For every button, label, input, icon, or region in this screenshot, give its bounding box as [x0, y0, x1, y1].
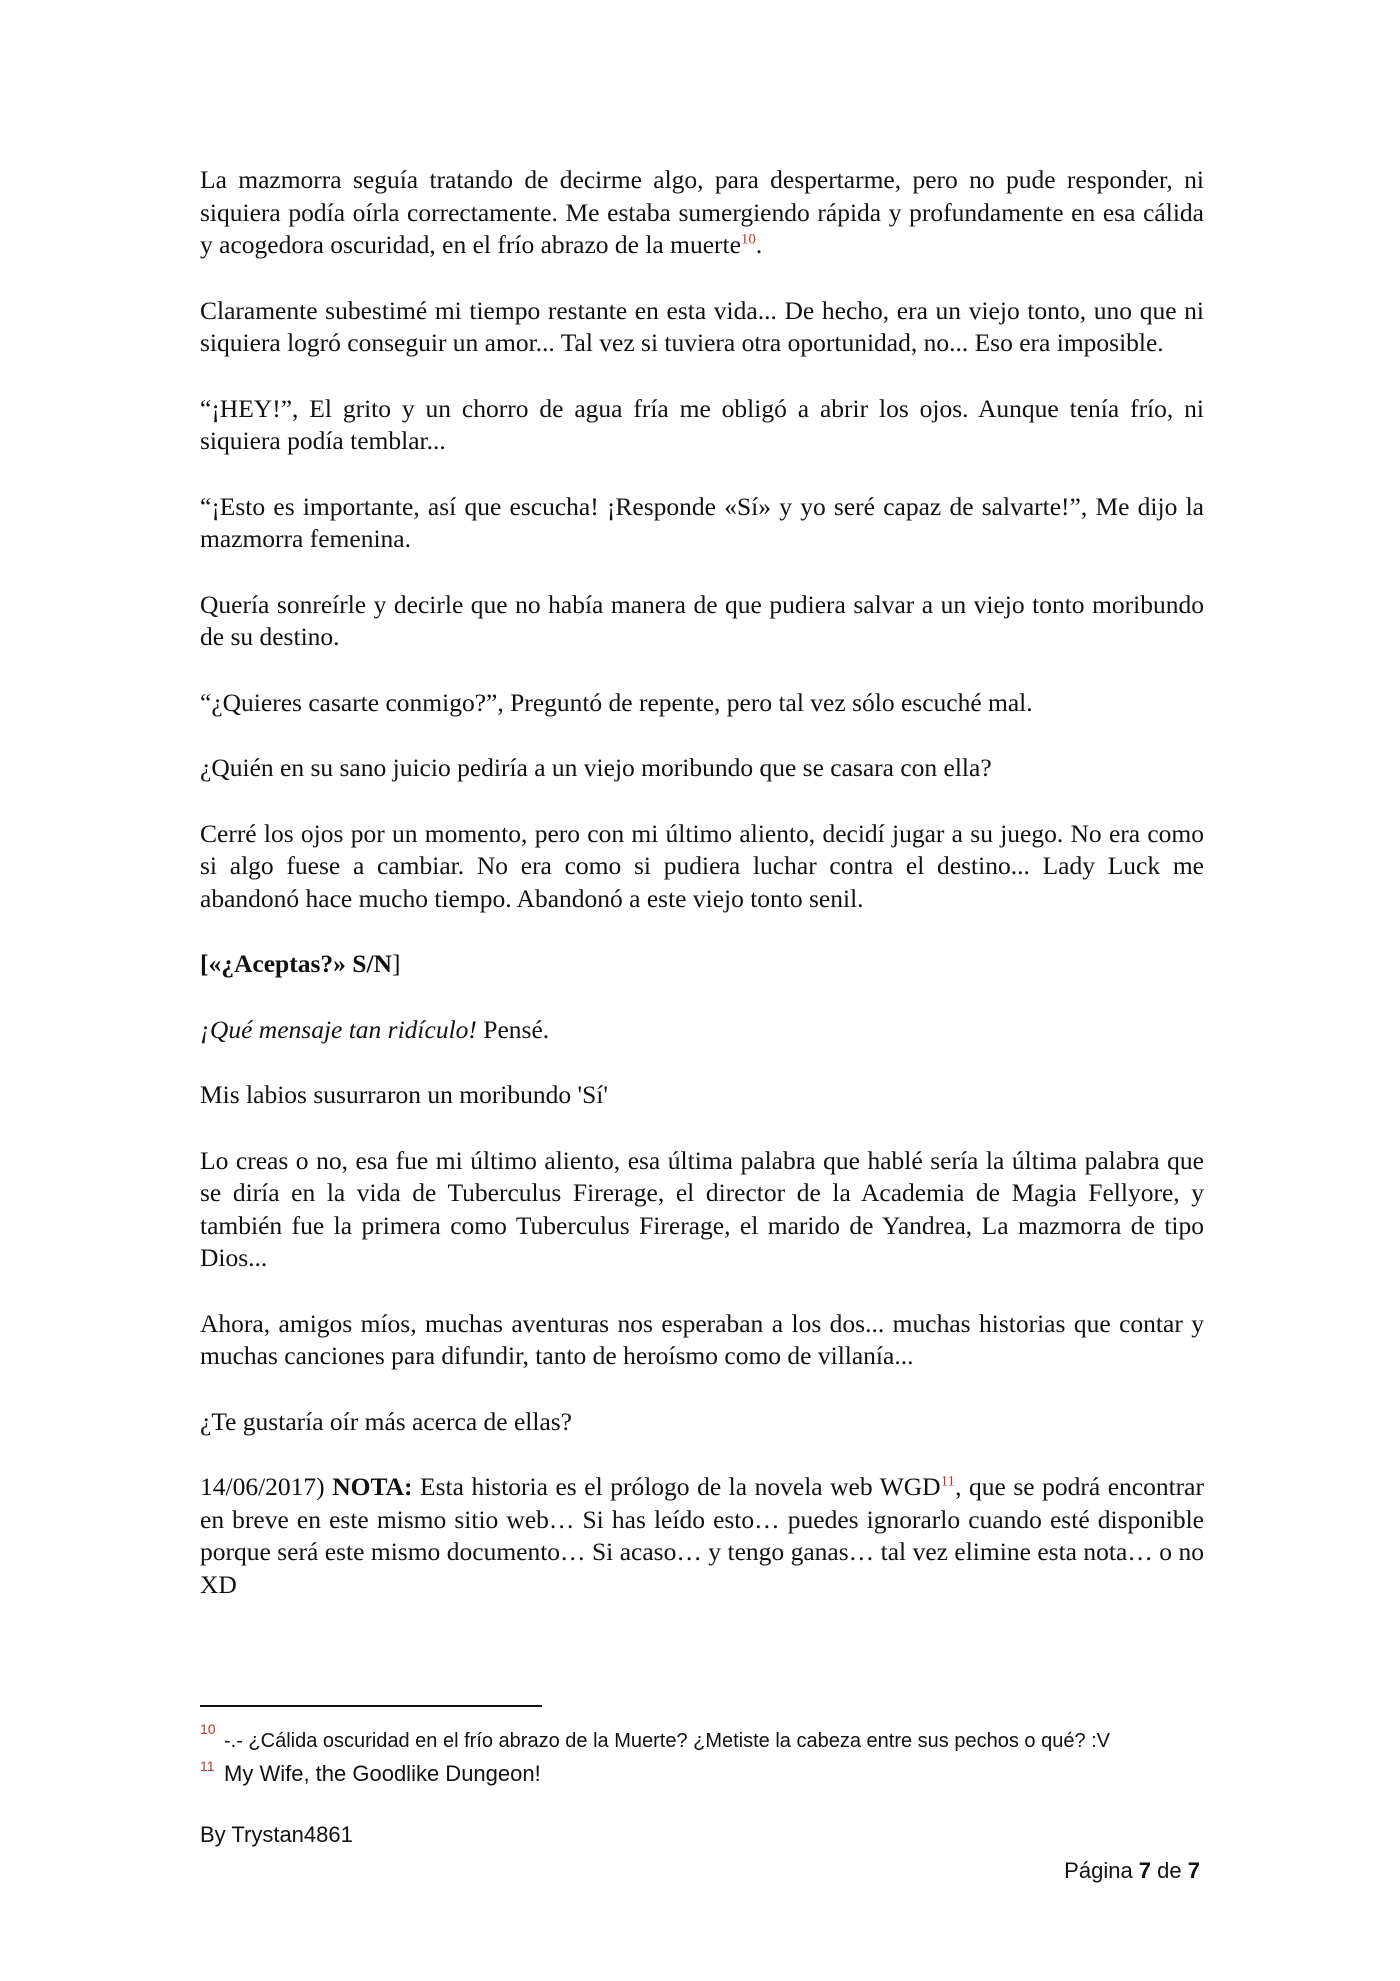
- page-separator: de: [1151, 1858, 1188, 1883]
- accept-prompt-bracket: ]: [391, 949, 401, 978]
- paragraph-13: Ahora, amigos míos, muchas aventuras nos esperaban a los dos... muchas historias que contar y muchas canciones para difundir, tanto de heroísmo como de villanía...: [200, 1308, 1204, 1370]
- note-date: 14/06/2017): [200, 1472, 333, 1501]
- footnote-divider: [200, 1705, 542, 1707]
- footnotes: [200, 1720, 1204, 1787]
- accept-prompt: [«¿Aceptas?» S/N: [200, 949, 392, 978]
- paragraph-3: “¡HEY!”, El grito y un chorro de agua fría me obligó a abrir los ojos. Aunque tenía frío, ni siquiera podía temblar...: [200, 393, 1204, 455]
- paragraph-11: Mis labios susurraron un moribundo 'Sí': [200, 1080, 608, 1109]
- note-text-2: , que se podrá encontrar en breve en este mismo sitio web… Si has leído esto… puedes ignorarlo cuando esté disponible porque será este mismo documento… Si acaso… y tengo ganas… tal vez elimine esta nota… o no XD: [200, 1472, 1204, 1599]
- document-body: [200, 164, 1204, 1634]
- footnote-number: 10: [200, 1721, 216, 1737]
- paragraph-1-end: .: [755, 230, 763, 259]
- footnote-ref-10: 10: [740, 231, 756, 248]
- footnote-text: My Wife, the Goodlike Dungeon!: [224, 1761, 541, 1786]
- note-label: NOTA:: [332, 1472, 413, 1501]
- thought-rest: Pensé.: [476, 1014, 550, 1044]
- note-text-1: Esta historia es el prólogo de la novela web WGD: [412, 1472, 941, 1501]
- footnote-text: -.- ¿Cálida oscuridad en el frío abrazo de la Muerte? ¿Metiste la cabeza entre sus pechos o qué? :V: [224, 1730, 1111, 1752]
- page-prefix: Página: [1064, 1858, 1139, 1883]
- paragraph-12: Lo creas o no, esa fue mi último aliento, esa última palabra que hablé sería la última palabra que se diría en la vida de Tuberculus Firerage, el director de la Academia de Magia Fellyore, y también fue la primera como Tuberculus Firerage, el marido de Yandrea, La mazmorra de tipo Dios...: [200, 1145, 1204, 1272]
- paragraph-1: [200, 164, 1204, 262]
- paragraph-2: Claramente subestimé mi tiempo restante en esta vida... De hecho, era un viejo tonto, uno que ni siquiera logró conseguir un amor... Tal vez si tuviera otra oportunidad, no... Eso era imposible.: [200, 295, 1204, 357]
- paragraph-8: Cerré los ojos por un momento, pero con mi último aliento, decidí jugar a su juego. No era como si algo fuese a cambiar. No era como si pudiera luchar contra el destino... Lady Luck me abandonó hace mucho tiempo. Abandonó a este viejo tonto senil.: [200, 818, 1204, 913]
- paragraph-14: ¿Te gustaría oír más acerca de ellas?: [200, 1406, 573, 1436]
- paragraph-1-text: La mazmorra seguía tratando de decirme algo, para despertarme, pero no pude responder, ni siquiera podía oírla correctamente. Me estaba sumergiendo rápida y profundamente en esa cálida y acogedora oscuridad, en el frío abrazo de la muerte: [200, 165, 1204, 259]
- footer-author: By Trystan4861: [200, 1822, 353, 1847]
- paragraph-4: “¡Esto es importante, así que escucha! ¡Responde «Sí» y yo seré capaz de salvarte!”, Me dijo la mazmorra femenina.: [200, 491, 1204, 553]
- page-total: 7: [1187, 1858, 1200, 1883]
- paragraph-7: ¿Quién en su sano juicio pediría a un viejo moribundo que se casara con ella?: [200, 753, 992, 782]
- paragraph-5: Quería sonreírle y decirle que no había manera de que pudiera salvar a un viejo tonto moribundo de su destino.: [200, 589, 1204, 651]
- paragraph-9: [200, 948, 1204, 981]
- page-number: [1064, 1858, 1200, 1884]
- footnote-11: [200, 1757, 1204, 1787]
- paragraph-15: [200, 1471, 1204, 1601]
- paragraph-10: [200, 1014, 1204, 1047]
- footnote-10: [200, 1720, 1204, 1753]
- thought-text: ¡Qué mensaje tan ridículo!: [200, 1014, 477, 1044]
- paragraph-6: “¿Quieres casarte conmigo?”, Preguntó de repente, pero tal vez sólo escuché mal.: [200, 687, 1033, 717]
- page-current: 7: [1138, 1858, 1152, 1883]
- footnote-number: 11: [200, 1758, 215, 1774]
- footnote-ref-11: 11: [940, 1473, 956, 1490]
